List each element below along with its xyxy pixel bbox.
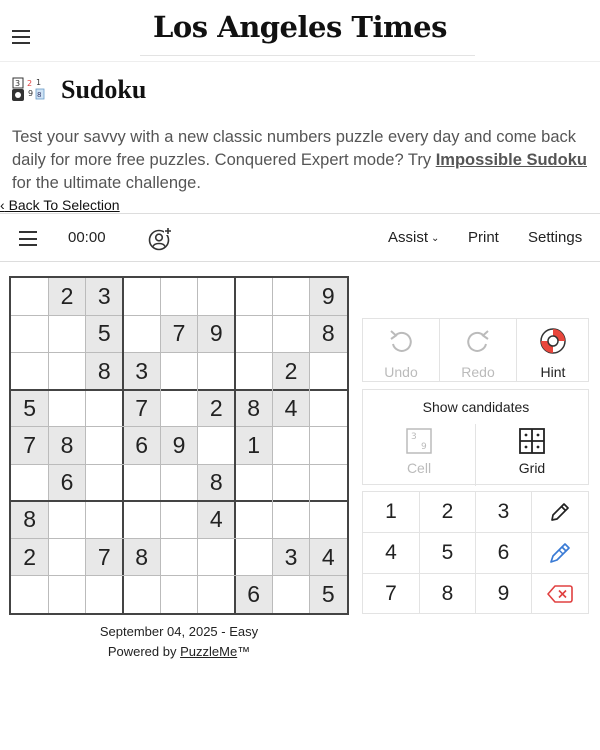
sudoku-cell-r4c4[interactable]: 7 [123, 390, 160, 427]
sudoku-cell-r7c3[interactable] [86, 501, 123, 538]
sudoku-cell-r7c5[interactable] [160, 501, 197, 538]
sudoku-cell-r7c6[interactable]: 4 [198, 501, 235, 538]
description-text-end: for the ultimate challenge. [12, 174, 201, 192]
cell-candidate-icon [406, 428, 432, 454]
sudoku-cell-r2c2[interactable] [48, 315, 85, 352]
sudoku-cell-r2c1[interactable] [11, 315, 48, 352]
numpad-key-2[interactable]: 2 [441, 500, 454, 523]
sudoku-cell-r1c2[interactable]: 2 [48, 278, 85, 315]
numpad-key-9[interactable]: 9 [497, 581, 510, 605]
print-button[interactable]: Print [468, 229, 499, 246]
sudoku-cell-r6c5[interactable] [160, 464, 197, 501]
sudoku-cell-r9c7[interactable]: 6 [235, 576, 272, 613]
sudoku-cell-r7c1[interactable]: 8 [11, 501, 48, 538]
game-menu-icon[interactable] [19, 231, 37, 246]
pen-mode-button[interactable] [532, 533, 588, 573]
numpad-key-3[interactable]: 3 [497, 500, 510, 523]
sudoku-cell-r9c8[interactable] [272, 576, 309, 613]
sudoku-cell-r1c7[interactable] [235, 278, 272, 315]
sudoku-cell-r4c2[interactable] [48, 390, 85, 427]
sudoku-cell-r8c9[interactable]: 4 [310, 539, 347, 576]
sudoku-cell-r4c8[interactable]: 4 [272, 390, 309, 427]
sudoku-cell-r3c3[interactable]: 8 [86, 352, 123, 389]
sudoku-cell-r9c2[interactable] [48, 576, 85, 613]
pencil-icon [548, 500, 572, 524]
sudoku-cell-r3c9[interactable] [310, 352, 347, 389]
sudoku-cell-r4c7[interactable]: 8 [235, 390, 272, 427]
grid-label: Grid [518, 460, 546, 476]
sudoku-cell-r7c8[interactable] [272, 501, 309, 538]
cell-divider [85, 278, 86, 613]
sudoku-cell-r8c8[interactable]: 3 [272, 539, 309, 576]
box-divider [11, 500, 347, 502]
sudoku-cell-r4c6[interactable]: 2 [198, 390, 235, 427]
hint-button[interactable] [517, 319, 589, 382]
sudoku-cell-r1c5[interactable] [160, 278, 197, 315]
sudoku-cell-r7c9[interactable] [310, 501, 347, 538]
page-description [12, 126, 590, 195]
cell-divider [197, 278, 198, 613]
sudoku-cell-r6c4[interactable] [123, 464, 160, 501]
sudoku-cell-r9c3[interactable] [86, 576, 123, 613]
number-pad [362, 491, 589, 614]
sudoku-cell-r1c8[interactable] [272, 278, 309, 315]
pencil-mode-button[interactable] [532, 492, 588, 532]
cell-divider [48, 278, 49, 613]
undo-button[interactable] [363, 319, 439, 382]
sudoku-cell-r4c5[interactable] [160, 390, 197, 427]
settings-button[interactable]: Settings [528, 229, 583, 246]
sudoku-cell-r6c6[interactable]: 8 [198, 464, 235, 501]
sudoku-cell-r2c3[interactable]: 5 [86, 315, 123, 352]
logo-divider [140, 55, 475, 56]
sudoku-cell-r6c2[interactable]: 6 [48, 464, 85, 501]
cell-divider [11, 464, 347, 465]
sudoku-cell-r3c4[interactable]: 3 [123, 352, 160, 389]
sudoku-cell-r9c6[interactable] [198, 576, 235, 613]
sudoku-cell-r1c1[interactable] [11, 278, 48, 315]
backspace-icon [547, 584, 573, 604]
sudoku-cell-r8c4[interactable]: 8 [123, 539, 160, 576]
cell-label: Cell [406, 460, 432, 476]
sudoku-cell-r4c9[interactable] [310, 390, 347, 427]
hint-label: Hint [540, 364, 566, 380]
sudoku-cell-r9c9[interactable]: 5 [310, 576, 347, 613]
sudoku-cell-r6c3[interactable] [86, 464, 123, 501]
sudoku-cell-r4c1[interactable]: 5 [11, 390, 48, 427]
sudoku-cell-r9c5[interactable] [160, 576, 197, 613]
sudoku-cell-r4c3[interactable] [86, 390, 123, 427]
site-header [0, 0, 600, 62]
numpad-key-6[interactable]: 6 [497, 541, 510, 564]
sudoku-board [9, 276, 349, 615]
redo-button[interactable] [440, 319, 516, 382]
numpad-key-4[interactable]: 4 [385, 541, 397, 564]
svg-text:9: 9 [28, 89, 34, 98]
sudoku-cell-r2c7[interactable] [235, 315, 272, 352]
lifebuoy-icon [539, 327, 567, 355]
sudoku-cell-r3c7[interactable] [235, 352, 272, 389]
sudoku-cell-r3c2[interactable] [48, 352, 85, 389]
sudoku-cell-r5c8[interactable] [272, 427, 309, 464]
sudoku-cell-r8c3[interactable]: 7 [86, 539, 123, 576]
powered-prefix: Powered by [107, 644, 181, 659]
page-title: Sudoku [61, 75, 147, 104]
cell-divider [11, 575, 347, 576]
sudoku-cell-r3c5[interactable] [160, 352, 197, 389]
sudoku-cell-r6c8[interactable] [272, 464, 309, 501]
numpad-key-1[interactable]: 1 [385, 500, 397, 523]
grid-candidates-button[interactable] [476, 428, 588, 482]
svg-text:8: 8 [37, 91, 42, 99]
sudoku-cell-r8c1[interactable]: 2 [11, 539, 48, 576]
back-link-label: Back To Selection [8, 197, 120, 213]
assist-label: Assist [388, 229, 429, 246]
sudoku-cell-r8c5[interactable] [160, 539, 197, 576]
undo-label: Undo [384, 364, 418, 380]
sudoku-cell-r2c9[interactable]: 8 [310, 315, 347, 352]
box-divider [122, 278, 124, 613]
cell-divider [309, 278, 310, 613]
sudoku-cell-r6c7[interactable] [235, 464, 272, 501]
powered-by [9, 644, 349, 659]
sudoku-cell-r6c1[interactable] [11, 464, 48, 501]
numpad-key-5[interactable]: 5 [441, 541, 454, 564]
undo-icon [387, 327, 415, 355]
site-logo[interactable]: Los Angeles Times [153, 10, 447, 44]
sudoku-cell-r8c7[interactable] [235, 539, 272, 576]
back-arrow-icon: ‹ [0, 197, 5, 213]
svg-text:1: 1 [36, 78, 42, 87]
pen-icon [548, 541, 572, 565]
sudoku-cell-r5c5[interactable]: 9 [160, 427, 197, 464]
sudoku-cell-r7c4[interactable] [123, 501, 160, 538]
numpad-key-8[interactable]: 8 [441, 581, 454, 605]
timer: 00:00 [68, 229, 106, 246]
candidates-panel [362, 389, 589, 485]
sudoku-cell-r5c2[interactable]: 8 [48, 427, 85, 464]
sudoku-cell-r1c6[interactable] [198, 278, 235, 315]
sudoku-cell-r5c6[interactable] [198, 427, 235, 464]
chevron-down-icon: ⌄ [431, 233, 440, 244]
puzzle-date: September 04, 2025 - Easy [99, 624, 259, 639]
cell-divider [11, 315, 347, 316]
cell-divider [272, 278, 273, 613]
sudoku-cell-r9c4[interactable] [123, 576, 160, 613]
assist-dropdown[interactable] [388, 229, 439, 246]
svg-text:3: 3 [15, 79, 21, 88]
sudoku-cell-r3c8[interactable]: 2 [272, 352, 309, 389]
sudoku-cell-r2c6[interactable]: 9 [198, 315, 235, 352]
cell-divider [11, 352, 347, 353]
game-toolbar [0, 214, 600, 262]
sudoku-cell-r1c9[interactable]: 9 [310, 278, 347, 315]
box-divider [234, 278, 236, 613]
sudoku-cell-r5c3[interactable] [86, 427, 123, 464]
sudoku-cell-r2c4[interactable] [123, 315, 160, 352]
sudoku-cell-r6c9[interactable] [310, 464, 347, 501]
sudoku-cell-r8c6[interactable] [198, 539, 235, 576]
puzzleme-link[interactable]: PuzzleMe [180, 644, 238, 659]
sudoku-cell-r3c6[interactable] [198, 352, 235, 389]
sudoku-cell-r2c8[interactable] [272, 315, 309, 352]
sudoku-cell-r9c1[interactable] [11, 576, 48, 613]
header-divider [0, 61, 600, 62]
title-row [12, 72, 146, 108]
svg-text:9: 9 [421, 442, 427, 452]
erase-button[interactable] [532, 574, 588, 613]
sudoku-cell-r3c1[interactable] [11, 352, 48, 389]
sudoku-cell-r2c5[interactable]: 7 [160, 315, 197, 352]
sudoku-cell-r5c1[interactable]: 7 [11, 427, 48, 464]
back-to-selection-link[interactable] [0, 197, 120, 213]
show-candidates-title: Show candidates [422, 399, 530, 415]
action-bar [362, 318, 589, 382]
sudoku-cell-r5c9[interactable] [310, 427, 347, 464]
toolbar-bottom-divider [0, 261, 600, 262]
cell-divider [160, 278, 161, 613]
sudoku-cell-r7c7[interactable] [235, 501, 272, 538]
sudoku-cell-r8c2[interactable] [48, 539, 85, 576]
cell-divider [11, 426, 347, 427]
impossible-sudoku-link[interactable]: Impossible Sudoku [435, 151, 587, 169]
svg-text:3: 3 [411, 432, 417, 442]
sudoku-cell-r7c2[interactable] [48, 501, 85, 538]
sudoku-cell-r5c4[interactable]: 6 [123, 427, 160, 464]
redo-icon [464, 327, 492, 355]
cell-candidates-button[interactable] [363, 428, 475, 482]
redo-label: Redo [461, 364, 495, 380]
description-text: Test your savvy with a new classic numbers puzzle every day and come back daily for more free puzzles. Conquered Expert mode? Try [12, 128, 576, 169]
numpad-key-7[interactable]: 7 [385, 581, 397, 605]
cell-divider [11, 538, 347, 539]
sudoku-cell-r1c3[interactable]: 3 [86, 278, 123, 315]
sudoku-cell-r1c4[interactable] [123, 278, 160, 315]
sudoku-game-icon [12, 74, 52, 106]
trademark: ™ [237, 644, 251, 659]
box-divider [11, 389, 347, 391]
sudoku-cell-r5c7[interactable]: 1 [235, 427, 272, 464]
add-player-icon[interactable] [148, 227, 172, 251]
grid-candidate-icon [519, 428, 545, 454]
svg-text:2: 2 [27, 79, 33, 88]
